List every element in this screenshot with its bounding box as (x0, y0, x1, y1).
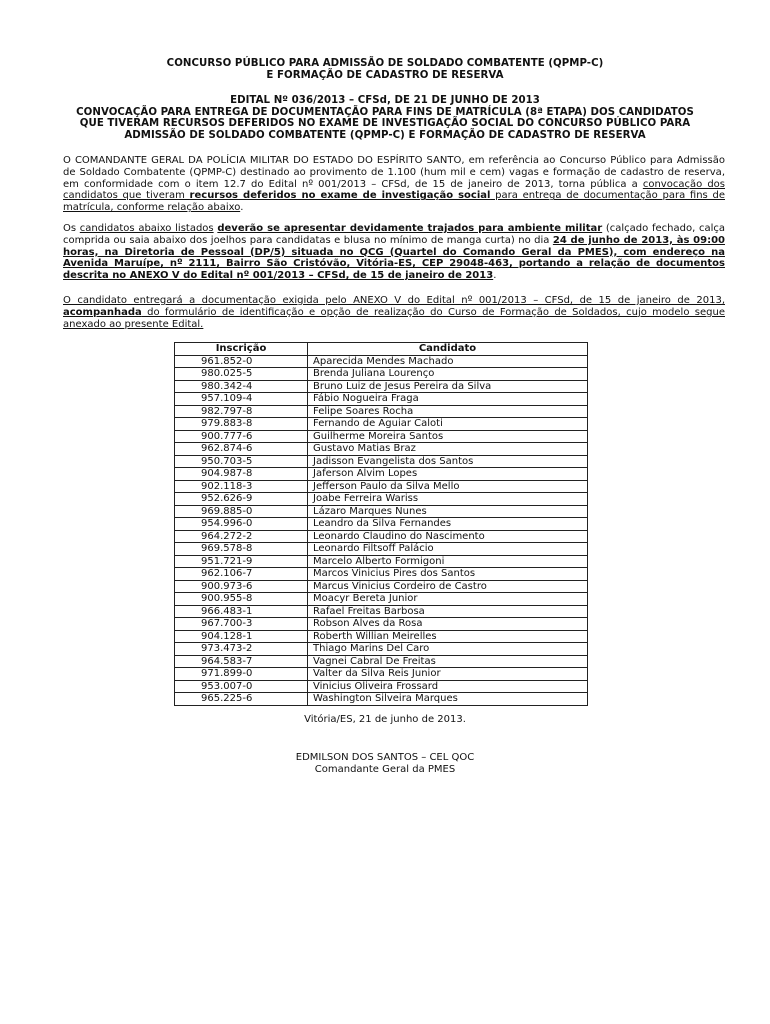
table-row (175, 605, 588, 618)
table-row (175, 680, 588, 693)
table-row (175, 505, 588, 518)
cell-candidato: Rafael Freitas Barbosa (308, 605, 588, 618)
table-row (175, 655, 588, 668)
table-row (175, 580, 588, 593)
contest-title-line2: E FORMAÇÃO DE CADASTRO DE RESERVA (266, 69, 504, 81)
cell-inscricao: 962.106-7 (175, 568, 308, 581)
intro-underlined-text-2: para entrega de documentação para fins de matrícula, conforme relação abaixo (63, 190, 725, 214)
cell-candidato: Leonardo Claudino do Nascimento (308, 530, 588, 543)
cell-inscricao: 980.342-4 (175, 380, 308, 393)
cell-candidato: Guilherme Moreira Santos (308, 430, 588, 443)
column-header-inscricao: Inscrição (175, 343, 308, 356)
table-row (175, 518, 588, 531)
document-date: Vitória/ES, 21 de junho de 2013. (304, 714, 466, 725)
table-row (175, 493, 588, 506)
cell-inscricao: 954.996-0 (175, 518, 308, 531)
cell-inscricao: 964.272-2 (175, 530, 308, 543)
cell-candidato: Lázaro Marques Nunes (308, 505, 588, 518)
contest-title-line1: CONCURSO PÚBLICO PARA ADMISSÃO DE SOLDADO COMBATENTE (QPMP-C) (166, 58, 604, 69)
instructions-dress-code: deverão se apresentar devidamente trajados para ambiente militar (217, 223, 603, 234)
table-row (175, 693, 588, 706)
cell-candidato: Bruno Luiz de Jesus Pereira da Silva (308, 380, 588, 393)
table-row (175, 630, 588, 643)
table-row (175, 643, 588, 656)
cell-inscricao: 950.703-5 (175, 455, 308, 468)
cell-inscricao: 961.852-0 (175, 355, 308, 368)
intro-paragraph (63, 155, 725, 214)
cell-inscricao: 969.885-0 (175, 505, 308, 518)
intro-underlined-text: convocação dos candidatos que tiveram (63, 178, 726, 202)
cell-candidato: Gustavo Matias Braz (308, 443, 588, 456)
table-row (175, 443, 588, 456)
instructions-text: Os (63, 223, 80, 234)
cell-inscricao: 951.721-9 (175, 555, 308, 568)
cell-inscricao: 982.797-8 (175, 405, 308, 418)
cell-candidato: Marcos Vinicius Pires dos Santos (308, 568, 588, 581)
cell-inscricao: 904.987-8 (175, 468, 308, 481)
cell-candidato: Fernando de Aguiar Caloti (308, 418, 588, 431)
cell-inscricao: 900.973-6 (175, 580, 308, 593)
cell-inscricao: 973.473-2 (175, 643, 308, 656)
cell-candidato: Jaferson Alvim Lopes (308, 468, 588, 481)
cell-inscricao: 979.883-8 (175, 418, 308, 431)
cell-inscricao: 966.483-1 (175, 605, 308, 618)
cell-inscricao: 900.955-8 (175, 593, 308, 606)
table-row (175, 468, 588, 481)
cell-candidato: Jadisson Evangelista dos Santos (308, 455, 588, 468)
cell-inscricao: 971.899-0 (175, 668, 308, 681)
cell-candidato: Washington Silveira Marques (308, 693, 588, 706)
intro-bold-text: recursos deferidos no exame de investigação social (189, 190, 491, 202)
documentation-paragraph (63, 295, 725, 330)
cell-inscricao: 969.578-8 (175, 543, 308, 556)
cell-candidato: Thiago Marins Del Caro (308, 643, 588, 656)
edital-subject-line3: ADMISSÃO DE SOLDADO COMBATENTE (QPMP-C) E FORMAÇÃO DE CADASTRO DE RESERVA (124, 129, 646, 141)
table-row (175, 405, 588, 418)
cell-inscricao: 965.225-6 (175, 693, 308, 706)
table-row (175, 530, 588, 543)
candidates-table (174, 342, 588, 706)
instructions-date-location: 24 de junho de 2013, às 09:00 horas, na Diretoria de Pessoal (DP/5) situada no QCG (Quartel do Comando Geral da PMES), com endereço na Avenida Maruípe, nº 2111, Bairro São Cristóvão, Vitória-ES, CEP 29048-463, portando a relação de documentos descrita no ANEXO V do Edital nº 001/2013 – CFSd, de 15 de janeiro de 2013 (63, 234, 725, 282)
cell-candidato: Roberth Willian Meirelles (308, 630, 588, 643)
cell-inscricao: 957.109-4 (175, 393, 308, 406)
table-row (175, 543, 588, 556)
cell-candidato: Robson Alves da Rosa (308, 618, 588, 631)
cell-candidato: Aparecida Mendes Machado (308, 355, 588, 368)
cell-inscricao: 952.626-9 (175, 493, 308, 506)
cell-candidato: Vagnei Cabral De Freitas (308, 655, 588, 668)
cell-inscricao: 967.700-3 (175, 618, 308, 631)
contest-header (40, 58, 730, 81)
cell-candidato: Leandro da Silva Fernandes (308, 518, 588, 531)
intro-end: . (240, 202, 244, 214)
cell-candidato: Leonardo Filtsoff Palácio (308, 543, 588, 556)
instructions-paragraph (63, 223, 725, 282)
documentation-text: O candidato entregará a documentação exigida pelo ANEXO V do Edital nº 001/2013 – CFSd, de 15 de janeiro de 2013, (63, 295, 725, 306)
edital-header (40, 95, 730, 141)
table-row (175, 368, 588, 381)
table-row (175, 593, 588, 606)
cell-candidato: Felipe Soares Rocha (308, 405, 588, 418)
documentation-bold-text: acompanhada (63, 306, 142, 318)
table-row (175, 618, 588, 631)
cell-candidato: Joabe Ferreira Wariss (308, 493, 588, 506)
table-row (175, 480, 588, 493)
edital-subject-line1: CONVOCAÇÃO PARA ENTREGA DE DOCUMENTAÇÃO PARA FINS DE MATRÍCULA (8ª ETAPA) DOS CANDIDATOS (76, 106, 694, 118)
cell-candidato: Vinicius Oliveira Frossard (308, 680, 588, 693)
table-row (175, 355, 588, 368)
table-row (175, 668, 588, 681)
instructions-end: . (493, 270, 497, 282)
cell-inscricao: 900.777-6 (175, 430, 308, 443)
table-row (175, 380, 588, 393)
cell-candidato: Brenda Juliana Lourenço (308, 368, 588, 381)
instructions-text-2: (calçado fechado, calça comprida ou saia abaixo dos joelhos para candidatas e blusa no mínimo de manga curta) no dia (63, 223, 726, 246)
column-header-candidato: Candidato (308, 343, 588, 356)
table-row (175, 418, 588, 431)
cell-inscricao: 962.874-6 (175, 443, 308, 456)
cell-inscricao: 980.025-5 (175, 368, 308, 381)
table-row (175, 455, 588, 468)
instructions-underlined-text: candidatos abaixo listados (79, 223, 214, 234)
cell-inscricao: 904.128-1 (175, 630, 308, 643)
cell-inscricao: 964.583-7 (175, 655, 308, 668)
cell-candidato: Jefferson Paulo da Silva Mello (308, 480, 588, 493)
cell-candidato: Marcelo Alberto Formigoni (308, 555, 588, 568)
cell-inscricao: 902.118-3 (175, 480, 308, 493)
documentation-text-2: do formulário de identificação e opção de realização do Curso de Formação de Soldados, cujo modelo segue anexado ao presente Edital. (63, 306, 725, 330)
table-header-row (175, 343, 588, 356)
cell-candidato: Moacyr Bereta Junior (308, 593, 588, 606)
edital-subject-line2: QUE TIVERAM RECURSOS DEFERIDOS NO EXAME DE INVESTIGAÇÃO SOCIAL DO CONCURSO PÚBLICO PARA (79, 118, 691, 129)
table-row (175, 430, 588, 443)
table-row (175, 393, 588, 406)
cell-candidato: Valter da Silva Reis Junior (308, 668, 588, 681)
cell-candidato: Fábio Nogueira Fraga (308, 393, 588, 406)
signer-name: EDMILSON DOS SANTOS – CEL QOC (295, 752, 475, 763)
signer-role: Comandante Geral da PMES (314, 764, 456, 775)
table-row (175, 555, 588, 568)
intro-text: O COMANDANTE GERAL DA POLÍCIA MILITAR DO ESTADO DO ESPÍRITO SANTO, em referência ao Concurso Público para Admissão de Soldado Combatente (QPMP-C) destinado ao provimento de 1.100 (hum mil e cem) vagas e formação de cadastro de reserva, em conformidade com o item 12.7 do Edital nº 001/2013 – CFSd, de 15 de janeiro de 2013, torna pública a (63, 155, 725, 190)
cell-candidato: Marcus Vinicius Cordeiro de Castro (308, 580, 588, 593)
edital-number: EDITAL Nº 036/2013 – CFSd, DE 21 DE JUNHO DE 2013 (230, 95, 540, 106)
table-body (175, 355, 588, 705)
cell-inscricao: 953.007-0 (175, 680, 308, 693)
table-row (175, 568, 588, 581)
